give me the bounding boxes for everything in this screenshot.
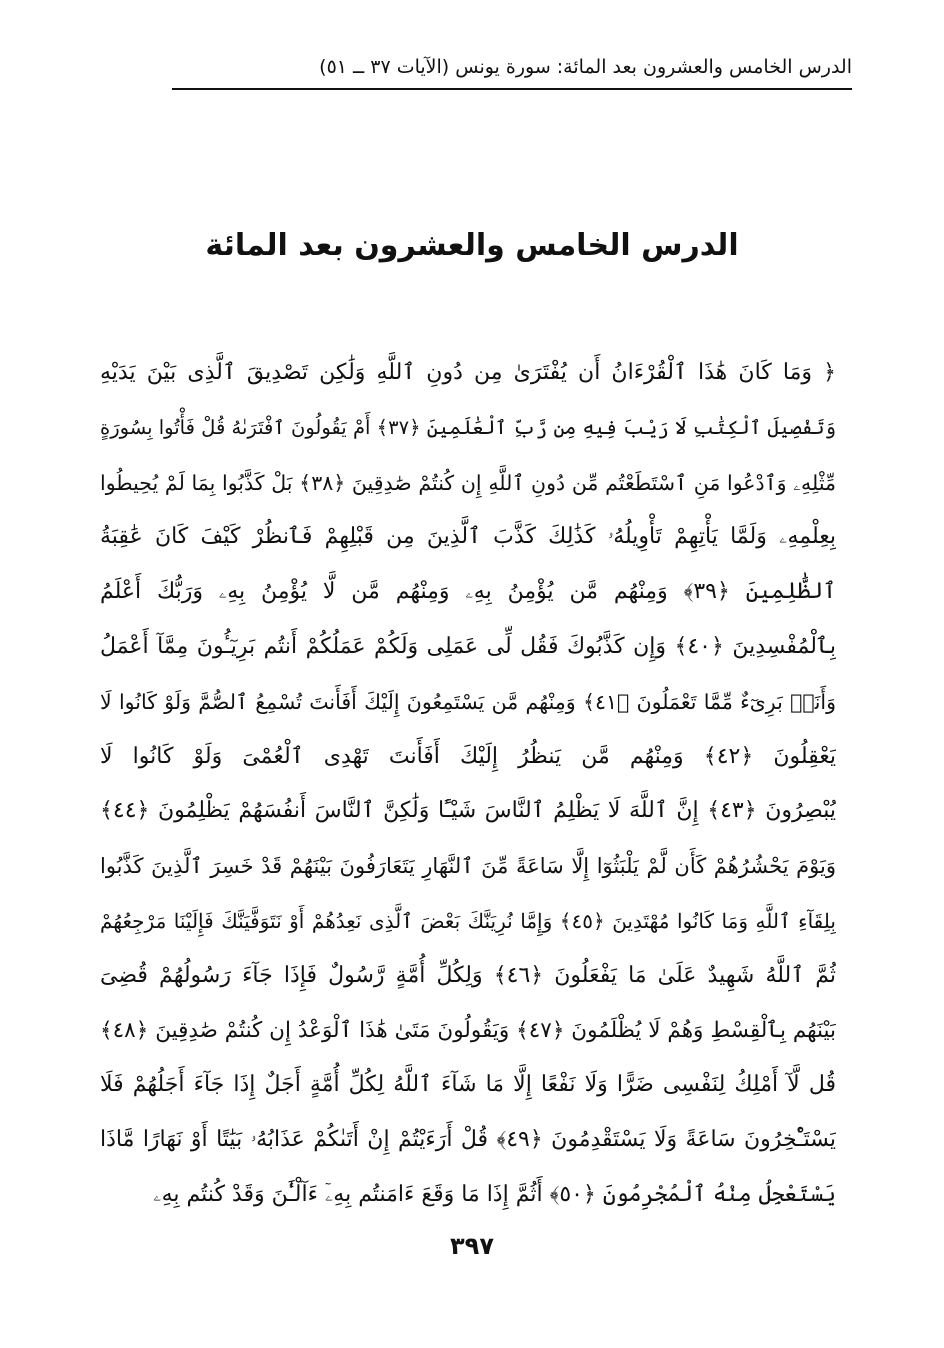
verse-line: بِعِلْمِهِۦ وَلَمَّا يَأْتِهِمْ تَأْوِيلُهُۥ كَذَٰلِكَ كَذَّبَ ٱلَّذِينَ مِن قَبْلِهِمْ فَٱنظُرْ كَيْفَ كَانَ عَٰقِبَةُ <box>100 524 836 550</box>
verse-line: يَسْتَعْجِلُ مِنْهُ ٱلْمُجْرِمُونَ ﴿٥٠﴾ أَثُمَّ إِذَا مَا وَقَعَ ءَامَنتُم بِهِۦٓ ءَآلْـَٰٔنَ وَقَدْ كُنتُم بِهِۦ <box>153 1181 836 1207</box>
verse-line: بَيْنَهُم بِٱلْقِسْطِ وَهُمْ لَا يُظْلَمُونَ ﴿٤٧﴾ وَيَقُولُونَ مَتَىٰ هَٰذَا ٱلْوَعْدُ إِن كُنتُمْ صَٰدِقِينَ ﴿٤٨﴾ <box>100 1017 836 1043</box>
verse-line: ٱلظَّٰلِمِينَ ﴿٣٩﴾ وَمِنْهُم مَّن يُؤْمِنُ بِهِۦ وَمِنْهُم مَّن لَّا يُؤْمِنُ بِهِۦ وَرَبُّكَ أَعْلَمُ <box>100 579 836 605</box>
quran-verses-block <box>100 346 836 1223</box>
verse-line: مِّثْلِهِۦ وَٱدْعُوا مَنِ ٱسْتَطَعْتُم مِّن دُونِ ٱللَّهِ إِن كُنتُمْ صَٰدِقِينَ ﴿٣٨﴾ بَلْ كَذَّبُوا بِمَا لَمْ يُحِيطُوا <box>100 470 836 495</box>
running-header: الدرس الخامس والعشرون بعد المائة: سورة يونس (الآيات ٣٧ ــ ٥١) <box>319 56 852 78</box>
verse-line: ثُمَّ ٱللَّهُ شَهِيدٌ عَلَىٰ مَا يَفْعَلُونَ ﴿٤٦﴾ وَلِكُلِّ أُمَّةٍ رَّسُولٌ فَإِذَا جَآءَ رَسُولُهُمْ قُضِىَ <box>100 962 836 988</box>
verse-line: يَسْتَـْٔخِرُونَ سَاعَةً وَلَا يَسْتَقْدِمُونَ ﴿٤٩﴾ قُلْ أَرَءَيْتُمْ إِنْ أَتَىٰكُمْ عَذَابُهُۥ بَيَٰتًا أَوْ نَهَارًا مَّاذَا <box>100 1127 836 1153</box>
verse-line: وَأَنَا۠ بَرِىٓءٌ مِّمَّا تَعْمَلُونَ ﴿٤١﴾ وَمِنْهُم مَّن يَسْتَمِعُونَ إِلَيْكَ أَفَأَنتَ تُسْمِعُ ٱلصُّمَّ وَلَوْ كَانُوا لَا <box>100 689 836 714</box>
verse-line: قُل لَّآ أَمْلِكُ لِنَفْسِى ضَرًّا وَلَا نَفْعًا إِلَّا مَا شَآءَ ٱللَّهُ لِكُلِّ أُمَّةٍ أَجَلٌ إِذَا جَآءَ أَجَلُهُمْ فَلَا <box>100 1072 836 1098</box>
verse-line: يَعْقِلُونَ ﴿٤٢﴾ وَمِنْهُم مَّن يَنظُرُ إِلَيْكَ أَفَأَنتَ تَهْدِى ٱلْعُمْىَ وَلَوْ كَانُوا لَا <box>100 743 836 769</box>
header-divider <box>172 88 852 90</box>
verse-line: وَتَفْصِيلَ ٱلْكِتَٰبِ لَا رَيْبَ فِيهِ مِن رَّبِّ ٱلْعَٰلَمِينَ ﴿٣٧﴾ أَمْ يَقُولُونَ ٱفْتَرَىٰهُ قُلْ فَأْتُوا بِسُورَةٍ <box>100 415 836 439</box>
verse-line: وَيَوْمَ يَحْشُرُهُمْ كَأَن لَّمْ يَلْبَثُوٓا إِلَّا سَاعَةً مِّنَ ٱلنَّهَارِ يَتَعَارَفُونَ بَيْنَهُمْ قَدْ خَسِرَ ٱلَّذِينَ كَذَّبُوا <box>100 854 836 879</box>
lesson-title: الدرس الخامس والعشرون بعد المائة <box>205 228 739 263</box>
verse-line: بِٱلْمُفْسِدِينَ ﴿٤٠﴾ وَإِن كَذَّبُوكَ فَقُل لِّى عَمَلِى وَلَكُمْ عَمَلُكُمْ أَنتُم بَرِيٓـُٔونَ مِمَّآ أَعْمَلُ <box>100 633 836 659</box>
verse-line: يُبْصِرُونَ ﴿٤٣﴾ إِنَّ ٱللَّهَ لَا يَظْلِمُ ٱلنَّاسَ شَيْـًٔا وَلَٰكِنَّ ٱلنَّاسَ أَنفُسَهُمْ يَظْلِمُونَ ﴿٤٤﴾ <box>100 798 836 824</box>
verse-line: ﴿ وَمَا كَانَ هَٰذَا ٱلْقُرْءَانُ أَن يُفْتَرَىٰ مِن دُونِ ٱللَّهِ وَلَٰكِن تَصْدِيقَ ٱلَّذِى بَيْنَ يَدَيْهِ <box>100 360 836 385</box>
page-number: ٣٩٧ <box>450 1232 494 1260</box>
verse-line: بِلِقَآءِ ٱللَّهِ وَمَا كَانُوا مُهْتَدِينَ ﴿٤٥﴾ وَإِمَّا نُرِيَنَّكَ بَعْضَ ٱلَّذِى نَعِدُهُمْ أَوْ نَتَوَفَّيَنَّكَ فَإِلَيْنَا مَرْجِعُهُمْ <box>100 908 836 933</box>
